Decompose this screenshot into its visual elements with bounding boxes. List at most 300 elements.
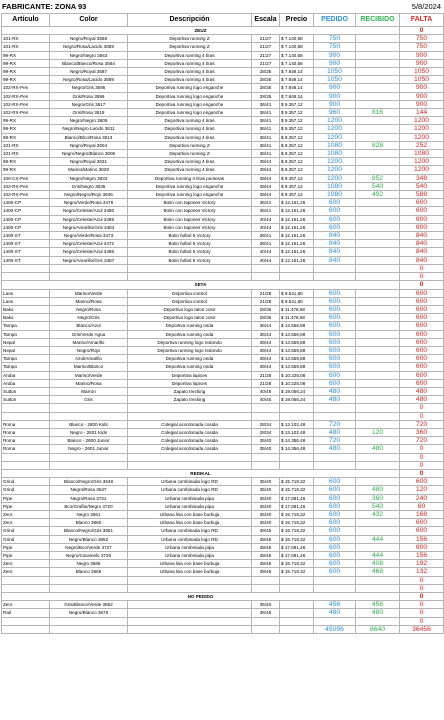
pedido-cell: 600	[314, 486, 356, 494]
section-title: NO PEDIDO	[2, 593, 400, 601]
recibido-cell	[356, 314, 400, 322]
escala-cell: 39/44	[252, 346, 280, 354]
falta-cell: 1200	[400, 158, 444, 166]
descripcion-cell: Urbana lisa con base burbuja	[128, 510, 252, 518]
precio-cell: $ 9.357,12	[280, 109, 314, 117]
recibido-cell	[356, 297, 400, 305]
articulo-cell: 102-RX-Pes	[2, 109, 50, 117]
descripcion-cell: Botin futbol 5 Victory	[128, 240, 252, 248]
pedido-cell: 750	[314, 43, 356, 51]
recibido-cell	[356, 519, 400, 527]
precio-cell: $ 13.556,88	[280, 330, 314, 338]
falta-cell: 168	[400, 510, 444, 518]
empty-cell	[2, 617, 50, 625]
precio-cell: $ 7.140,58	[280, 59, 314, 67]
precio-cell: $ 9.541,80	[280, 289, 314, 297]
falta-cell: 750	[400, 35, 444, 43]
table-row	[2, 43, 444, 51]
falta-cell: 600	[400, 346, 444, 354]
table-row	[2, 519, 444, 527]
escala-cell: 28/34	[252, 428, 280, 436]
escala-cell: 36/41	[252, 240, 280, 248]
table-row	[2, 125, 444, 133]
escala-cell: 36/41	[252, 141, 280, 149]
precio-cell: $ 9.357,12	[280, 150, 314, 158]
recibido-cell	[356, 322, 400, 330]
precio-cell: $ 12.151,26	[280, 223, 314, 231]
pedido-cell: 840	[314, 240, 356, 248]
precio-cell: $ 12.151,26	[280, 256, 314, 264]
precio-cell: $ 17.681,46	[280, 552, 314, 560]
articulo-cell: Sutton	[2, 387, 50, 395]
falta-cell: 0	[400, 601, 444, 609]
pedido-cell: 1080	[314, 191, 356, 199]
precio-cell	[280, 609, 314, 617]
table-row	[2, 240, 444, 248]
table-row	[2, 117, 444, 125]
falta-cell: 600	[400, 478, 444, 486]
recibido-cell	[356, 330, 400, 338]
empty-cell	[252, 273, 280, 281]
falta-cell: 480	[400, 387, 444, 395]
recibido-cell	[356, 158, 400, 166]
articulo-cell: 100-CX-Pes	[2, 174, 50, 182]
pedido-cell: 1200	[314, 133, 356, 141]
escala-cell: 28/35	[252, 68, 280, 76]
recibido-cell	[356, 223, 400, 231]
empty-cell	[314, 617, 356, 625]
color-cell: Negro/Gris 3617	[50, 100, 128, 108]
table-row	[2, 215, 444, 223]
escala-cell: 40/45	[252, 396, 280, 404]
falta-cell: 1050	[400, 68, 444, 76]
sheet-header	[0, 0, 444, 13]
recibido-cell: 852	[356, 174, 400, 182]
pedido-cell: 600	[314, 223, 356, 231]
table-row	[2, 199, 444, 207]
precio-cell: $ 12.151,26	[280, 240, 314, 248]
col-recibido: RECIBIDO	[356, 14, 400, 27]
articulo-cell: Baku	[2, 314, 50, 322]
recibido-cell	[356, 125, 400, 133]
precio-cell: $ 9.357,12	[280, 174, 314, 182]
recibido-cell	[356, 35, 400, 43]
precio-cell: $ 13.102,48	[280, 420, 314, 428]
pedido-cell: 900	[314, 84, 356, 92]
pedido-cell: 1080	[314, 182, 356, 190]
color-cell: Negro/Celeste/Azul 3480	[50, 207, 128, 215]
color-cell: Marino/Rosa	[50, 297, 128, 305]
recibido-cell: 444	[356, 552, 400, 560]
articulo-cell: 102-RX-Pes	[2, 182, 50, 190]
precio-cell: $ 12.151,26	[280, 207, 314, 215]
escala-cell: 35/40	[252, 478, 280, 486]
color-cell: Marino/Verde	[50, 371, 128, 379]
descripcion-cell: Deportiva running Z	[128, 43, 252, 51]
color-cell: Blanco/Blanco/Rosa 3564	[50, 59, 128, 67]
table-row	[2, 166, 444, 174]
descripcion-cell: Urbana combinada logo RD	[128, 527, 252, 535]
table-row	[2, 51, 444, 59]
pedido-cell: 1050	[314, 68, 356, 76]
section-row	[2, 593, 444, 601]
articulo-cell: Tampa	[2, 330, 50, 338]
precio-cell: $ 10.225,08	[280, 371, 314, 379]
color-cell: Marino/Verde	[50, 289, 128, 297]
table-row	[2, 371, 444, 379]
empty-cell	[2, 264, 50, 272]
descripcion-cell: Deportiva control	[128, 289, 252, 297]
blank-row	[2, 453, 444, 461]
pedido-cell: 600	[314, 510, 356, 518]
falta-cell: 1200	[400, 133, 444, 141]
descripcion-cell: Deportiva running logo redondo	[128, 346, 252, 354]
escala-cell: 28/35	[252, 314, 280, 322]
precio-cell: $ 15.718,32	[280, 560, 314, 568]
falta-cell: 0	[400, 404, 444, 412]
precio-cell: $ 19.056,24	[280, 387, 314, 395]
recibido-cell	[356, 68, 400, 76]
color-cell: Negro/Negro/Rojo 3636	[50, 191, 128, 199]
empty-cell	[2, 576, 50, 584]
table-row	[2, 84, 444, 92]
falta-cell: 0	[400, 412, 444, 420]
table-row	[2, 486, 444, 494]
descripcion-cell: Urbana lisa con base burbuja	[128, 560, 252, 568]
color-cell: Gris/Negro 3635	[50, 182, 128, 190]
recibido-cell	[356, 396, 400, 404]
falta-cell: 900	[400, 92, 444, 100]
escala-cell: 35/40	[252, 510, 280, 518]
recibido-cell: 444	[356, 535, 400, 543]
articulo-cell: Zero	[2, 510, 50, 518]
pedido-cell: 840	[314, 232, 356, 240]
descripcion-cell	[128, 609, 252, 617]
col-color: Color	[50, 14, 128, 27]
table-row	[2, 527, 444, 535]
descripcion-cell: Botin con tapones Victory	[128, 199, 252, 207]
descripcion-cell: Botin futbol 5 Victory	[128, 256, 252, 264]
orders-table	[1, 13, 444, 634]
color-cell: Negro - 2601 Kids	[50, 428, 128, 436]
empty-cell	[252, 584, 280, 592]
falta-cell: 600	[400, 223, 444, 231]
table-row	[2, 314, 444, 322]
articulo-cell: Grind	[2, 527, 50, 535]
empty-cell	[280, 617, 314, 625]
precio-cell: $ 9.357,12	[280, 117, 314, 125]
recibido-cell	[356, 232, 400, 240]
blank-row	[2, 273, 444, 281]
color-cell: Negro/Rosa 3647	[50, 486, 128, 494]
color-cell: Negro/Negro/Blanco 3606	[50, 150, 128, 158]
articulo-cell: Pipe	[2, 543, 50, 551]
escala-cell: 35/40	[252, 519, 280, 527]
escala-cell: 36/41	[252, 150, 280, 158]
empty-cell	[314, 404, 356, 412]
descripcion-cell: Deportiva running logo enganche	[128, 100, 252, 108]
blank-row	[2, 412, 444, 420]
articulo-cell: 102-RX-Pes	[2, 84, 50, 92]
empty-cell	[128, 584, 252, 592]
descripcion-cell: Deportiva running 4 tiras punteras	[128, 174, 252, 182]
color-cell: Negro/Caramelo 3726	[50, 552, 128, 560]
color-cell: Negro 3661	[50, 510, 128, 518]
descripcion-cell: Colegial acordonada cosida	[128, 420, 252, 428]
descripcion-cell: Deportiva running 4 tiras	[128, 166, 252, 174]
empty-cell	[280, 584, 314, 592]
articulo-cell: 99-RX	[2, 125, 50, 133]
recibido-cell	[356, 387, 400, 395]
table-row	[2, 232, 444, 240]
precio-cell: $ 12.151,26	[280, 199, 314, 207]
empty-cell	[128, 576, 252, 584]
articulo-cell: 99-RX	[2, 158, 50, 166]
falta-cell: 1200	[400, 117, 444, 125]
escala-cell: 39/45	[252, 527, 280, 535]
color-cell: Marino/Blanco	[50, 363, 128, 371]
articulo-cell: Roma	[2, 437, 50, 445]
escala-cell: 21/28	[252, 379, 280, 387]
descripcion-cell: Deportiva running logo enganche	[128, 182, 252, 190]
color-cell: Blanco/Negro/Gris 3651	[50, 527, 128, 535]
articulo-cell: 1400-CP	[2, 199, 50, 207]
escala-cell: 21/27	[252, 59, 280, 67]
pedido-cell: 600	[314, 379, 356, 387]
precio-cell: $ 10.225,08	[280, 379, 314, 387]
falta-cell: 900	[400, 84, 444, 92]
color-cell: Negro/Blanco 3676	[50, 609, 128, 617]
pedido-cell: 900	[314, 100, 356, 108]
color-cell: Negro/Rosa/Lacido 3589	[50, 76, 128, 84]
empty-cell	[2, 273, 50, 281]
recibido-cell	[356, 43, 400, 51]
falta-cell: 600	[400, 338, 444, 346]
color-cell: Negro - 2601 Junior	[50, 445, 128, 453]
pedido-cell: 600	[314, 371, 356, 379]
escala-cell: 28/35	[252, 76, 280, 84]
pedido-cell: 480	[314, 387, 356, 395]
escala-cell: 40/44	[252, 248, 280, 256]
color-cell: Marino/Rosa	[50, 379, 128, 387]
precio-cell: $ 15.718,32	[280, 478, 314, 486]
articulo-cell: Tampa	[2, 363, 50, 371]
falta-cell: 600	[400, 289, 444, 297]
table-row	[2, 297, 444, 305]
precio-cell: $ 15.718,32	[280, 486, 314, 494]
precio-cell: $ 14.356,48	[280, 445, 314, 453]
descripcion-cell: Deportiva running onda	[128, 322, 252, 330]
empty-cell	[2, 625, 50, 633]
total-falta: 36456	[400, 625, 444, 633]
articulo-cell: Roma	[2, 420, 50, 428]
empty-cell	[2, 412, 50, 420]
escala-cell: 36/44	[252, 322, 280, 330]
section-title: ZEUZ	[2, 27, 400, 35]
recibido-cell	[356, 420, 400, 428]
articulo-cell: 99-RX	[2, 166, 50, 174]
recibido-cell	[356, 207, 400, 215]
falta-cell: 0	[400, 264, 444, 272]
falta-cell: 132	[400, 568, 444, 576]
articulo-cell: Aruba	[2, 371, 50, 379]
recibido-cell	[356, 51, 400, 59]
table-row	[2, 100, 444, 108]
precio-cell: $ 19.056,24	[280, 396, 314, 404]
pedido-cell: 840	[314, 248, 356, 256]
falta-cell: 1080	[400, 150, 444, 158]
falta-cell: 360	[400, 428, 444, 436]
escala-cell: 39/44	[252, 174, 280, 182]
descripcion-cell: Deportiva running onda	[128, 330, 252, 338]
falta-cell: 900	[400, 59, 444, 67]
pedido-cell: 600	[314, 199, 356, 207]
recibido-cell	[356, 437, 400, 445]
empty-cell	[280, 404, 314, 412]
falta-cell: 0	[400, 576, 444, 584]
recibido-cell	[356, 92, 400, 100]
precio-cell: $ 15.718,32	[280, 527, 314, 535]
recibido-cell	[356, 248, 400, 256]
escala-cell: 39/44	[252, 182, 280, 190]
table-row	[2, 363, 444, 371]
falta-cell: 156	[400, 552, 444, 560]
table-row	[2, 59, 444, 67]
falta-cell: 0	[400, 281, 444, 289]
table-row	[2, 560, 444, 568]
empty-cell	[280, 453, 314, 461]
falta-cell: 840	[400, 256, 444, 264]
color-cell: Negro/Royal 3558	[50, 35, 128, 43]
color-cell: Negro/Bco/Verde 3727	[50, 543, 128, 551]
table-row	[2, 379, 444, 387]
falta-cell: 0	[400, 617, 444, 625]
table-row	[2, 92, 444, 100]
escala-cell: 35/40	[252, 494, 280, 502]
falta-cell: 600	[400, 314, 444, 322]
recibido-cell	[356, 166, 400, 174]
empty-cell	[314, 453, 356, 461]
falta-cell: 840	[400, 232, 444, 240]
articulo-cell: Roma	[2, 445, 50, 453]
precio-cell: $ 12.151,26	[280, 232, 314, 240]
table-row	[2, 256, 444, 264]
articulo-cell: 1400-CP	[2, 215, 50, 223]
recibido-cell	[356, 379, 400, 387]
precio-cell: $ 15.718,32	[280, 535, 314, 543]
table-row	[2, 552, 444, 560]
escala-cell: 28/35	[252, 92, 280, 100]
empty-cell	[314, 412, 356, 420]
empty-cell	[2, 453, 50, 461]
descripcion-cell: Deportiva running Z	[128, 150, 252, 158]
color-cell: Negro/Negro Lacido 3611	[50, 125, 128, 133]
empty-cell	[128, 404, 252, 412]
precio-cell: $ 7.848,14	[280, 76, 314, 84]
escala-cell: 36/41	[252, 232, 280, 240]
descripcion-cell: Deportiva running 4 tiras	[128, 158, 252, 166]
descripcion-cell: Urbana lisa con base burbuja	[128, 568, 252, 576]
empty-cell	[252, 576, 280, 584]
empty-cell	[50, 584, 128, 592]
falta-cell: 60	[400, 502, 444, 510]
articulo-cell: Grind	[2, 478, 50, 486]
pedido-cell: 600	[314, 519, 356, 527]
articulo-cell: 101-RX	[2, 43, 50, 51]
color-cell: Blanco - 2600 Junior	[50, 437, 128, 445]
table-row	[2, 322, 444, 330]
descripcion-cell: Botin futbol 5 Victory	[128, 232, 252, 240]
pedido-cell: 840	[314, 256, 356, 264]
precio-cell: $ 9.357,12	[280, 191, 314, 199]
escala-cell: 28/35	[252, 305, 280, 313]
precio-cell: $ 7.848,14	[280, 92, 314, 100]
table-row	[2, 437, 444, 445]
color-cell: Blanco 3660	[50, 519, 128, 527]
descripcion-cell: Deportiva running Z	[128, 35, 252, 43]
table-row	[2, 248, 444, 256]
table-row	[2, 346, 444, 354]
col-escala: Escala	[252, 14, 280, 27]
empty-cell	[356, 461, 400, 469]
table-row	[2, 568, 444, 576]
blank-row	[2, 404, 444, 412]
empty-cell	[50, 576, 128, 584]
escala-cell: 36/45	[252, 609, 280, 617]
articulo-cell: Aruba	[2, 379, 50, 387]
color-cell: Negro/Rosa/Lacido 3559	[50, 43, 128, 51]
empty-cell	[314, 576, 356, 584]
table-row	[2, 387, 444, 395]
escala-cell: 39/44	[252, 355, 280, 363]
table-row	[2, 445, 444, 453]
escala-cell: 39/45	[252, 568, 280, 576]
articulo-cell: Grind	[2, 535, 50, 543]
escala-cell: 39/44	[252, 363, 280, 371]
table-row	[2, 133, 444, 141]
color-cell: Gris/Rosa 3596	[50, 92, 128, 100]
articulo-cell: Laos	[2, 297, 50, 305]
pedido-cell: 1200	[314, 117, 356, 125]
falta-cell: 0	[400, 27, 444, 35]
table-row	[2, 158, 444, 166]
blank-row	[2, 584, 444, 592]
blank-row	[2, 617, 444, 625]
falta-cell: 1050	[400, 76, 444, 84]
escala-cell: 35/40	[252, 437, 280, 445]
pedido-cell: 600	[314, 305, 356, 313]
pedido-cell: 600	[314, 560, 356, 568]
recibido-cell	[356, 84, 400, 92]
escala-cell: 36/41	[252, 133, 280, 141]
falta-cell: 600	[400, 543, 444, 551]
recibido-cell: 492	[356, 191, 400, 199]
falta-cell: 600	[400, 215, 444, 223]
escala-cell: 36/44	[252, 330, 280, 338]
empty-cell	[314, 273, 356, 281]
descripcion-cell: Deportiva lapices	[128, 379, 252, 387]
empty-cell	[252, 453, 280, 461]
falta-cell: 600	[400, 207, 444, 215]
falta-cell: 1200	[400, 125, 444, 133]
falta-cell: 600	[400, 519, 444, 527]
empty-cell	[128, 461, 252, 469]
pedido-cell: 480	[314, 428, 356, 436]
descripcion-cell: Urbana combinada logo RD	[128, 486, 252, 494]
color-cell: Negro/Rosa	[50, 305, 128, 313]
empty-cell	[280, 625, 314, 633]
color-cell: Gris/Rosa 3618	[50, 109, 128, 117]
